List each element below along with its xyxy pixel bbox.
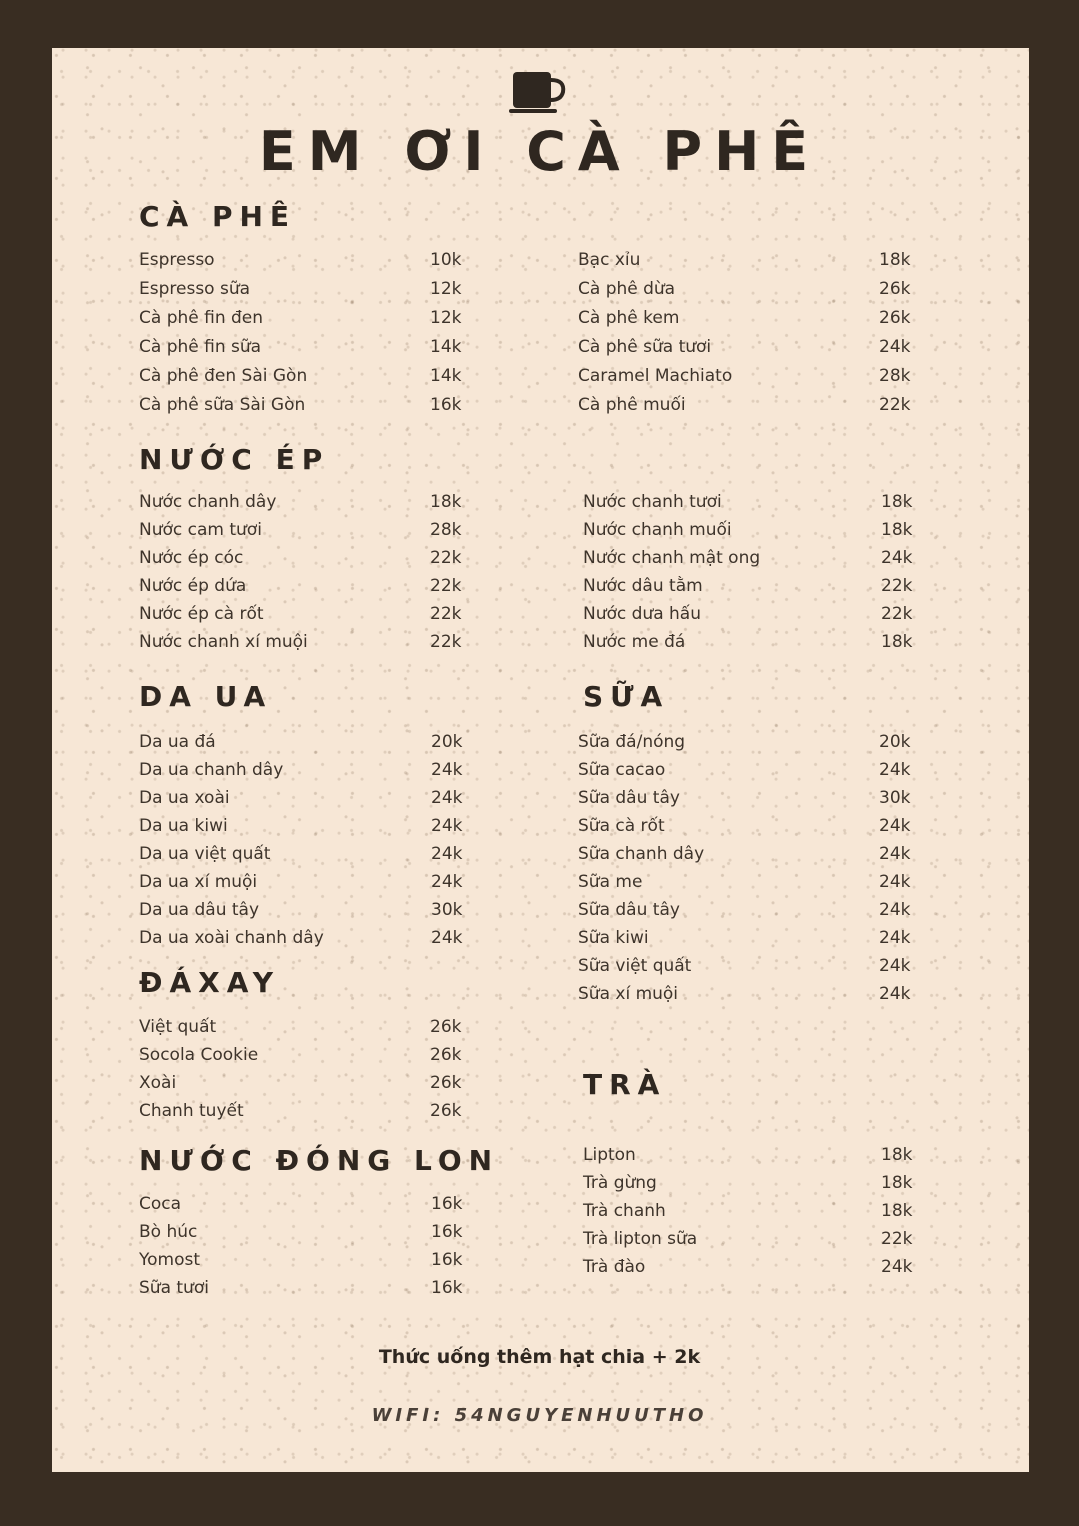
wifi-info: WIFI: 54NGUYENHUUTHO [371,1405,708,1426]
menu-item-price: 18k [881,492,913,512]
menu-item-name: Sữa cacao [578,760,666,780]
menu-item-price: 22k [430,576,462,596]
menu-item-price: 18k [881,632,913,652]
menu-item [139,492,470,514]
menu-item-price: 26k [430,1101,462,1121]
menu-item-price: 16k [431,1250,463,1270]
menu-item [139,788,471,810]
menu-item-price: 30k [879,788,911,808]
menu-item-name: Sữa tươi [139,1278,209,1298]
menu-item-name: Da ua việt quất [139,844,271,864]
coffee-cup-icon [509,68,569,116]
menu-item-name: Xoài [139,1073,177,1093]
menu-item [139,928,471,950]
menu-item-price: 24k [881,1257,913,1277]
menu-item-name: Espresso [139,250,215,270]
menu-item-name: Da ua xoài chanh dây [139,928,324,948]
menu-item [583,604,921,626]
menu-item [139,1278,471,1300]
menu-item [578,788,919,810]
menu-item-name: Da ua xoài [139,788,230,808]
menu-item-name: Cà phê dừa [578,279,676,299]
menu-item-price: 22k [881,1229,913,1249]
menu-item [583,548,921,570]
section-heading-da-xay: ĐÁXAY [139,966,280,999]
section-heading-ca-phe: CÀ PHÊ [139,200,297,233]
menu-item-price: 26k [879,279,911,299]
menu-item [578,956,919,978]
menu-item [578,760,919,782]
menu-item-name: Trà gừng [583,1173,657,1193]
chia-seed-note: Thức uống thêm hạt chia + 2k [378,1346,701,1368]
menu-item-name: Nước dưa hấu [583,604,701,624]
menu-item [578,900,919,922]
menu-item-name: Da ua dâu tây [139,900,260,920]
menu-item [139,520,470,542]
menu-item [139,279,470,301]
menu-item-name: Cà phê sữa Sài Gòn [139,395,306,415]
menu-item [578,250,919,272]
menu-item-price: 16k [431,1222,463,1242]
menu-item [578,844,919,866]
menu-item-name: Chanh tuyết [139,1101,244,1121]
menu-item-price: 16k [430,395,462,415]
menu-item [139,760,471,782]
menu-item-price: 24k [431,816,463,836]
menu-item-price: 22k [881,576,913,596]
menu-item [139,604,470,626]
menu-item [139,1222,471,1244]
menu-item [583,632,921,654]
menu-item-name: Nước cam tươi [139,520,262,540]
menu-item-name: Cà phê kem [578,308,680,328]
menu-item [139,548,470,570]
menu-item-price: 20k [879,732,911,752]
menu-item [583,1145,921,1167]
menu-item-name: Sữa đá/nóng [578,732,686,752]
menu-item-name: Cà phê đen Sài Gòn [139,366,308,386]
menu-item-name: Trà đào [583,1257,646,1277]
menu-item [583,1173,921,1195]
menu-item-price: 24k [879,816,911,836]
menu-item [139,632,470,654]
menu-item-name: Bạc xỉu [578,250,641,270]
menu-item [578,732,919,754]
menu-item [139,1017,470,1039]
menu-item-name: Sữa xí muội [578,984,679,1004]
menu-item-name: Yomost [139,1250,201,1270]
menu-item-price: 14k [430,337,462,357]
menu-item [139,395,470,417]
menu-item [139,366,470,388]
menu-item-price: 26k [430,1073,462,1093]
menu-item-name: Sữa cà rốt [578,816,665,836]
menu-item [578,984,919,1006]
menu-item-price: 24k [879,984,911,1004]
menu-item [139,337,470,359]
menu-item-price: 22k [430,632,462,652]
menu-item-price: 24k [431,788,463,808]
section-heading-tra: TRÀ [583,1068,667,1101]
menu-item [583,1229,921,1251]
menu-item-price: 22k [430,604,462,624]
menu-item-name: Caramel Machiato [578,366,733,386]
menu-item-price: 26k [430,1045,462,1065]
menu-item-name: Nước chanh xí muội [139,632,308,652]
menu-item-name: Cà phê fin sữa [139,337,262,357]
menu-item-name: Da ua chanh dây [139,760,284,780]
menu-item [583,1257,921,1279]
menu-item [139,1101,470,1123]
menu-item [139,900,471,922]
menu-item [139,872,471,894]
menu-item-name: Nước chanh dây [139,492,277,512]
menu-item-price: 24k [431,844,463,864]
menu-item-name: Coca [139,1194,182,1214]
menu-item-price: 24k [431,928,463,948]
menu-item-price: 24k [879,337,911,357]
menu-item-price: 30k [431,900,463,920]
menu-item [139,732,471,754]
menu-item-price: 22k [881,604,913,624]
page-title: EM ƠI CÀ PHÊ [258,120,821,183]
menu-item-name: Nước ép cóc [139,548,244,568]
menu-item [578,337,919,359]
menu-item-price: 16k [431,1278,463,1298]
menu-item-price: 18k [881,1201,913,1221]
menu-item-name: Nước ép dứa [139,576,247,596]
menu-item-price: 20k [431,732,463,752]
menu-item [583,1201,921,1223]
menu-item [578,872,919,894]
menu-item [139,1194,471,1216]
menu-item-name: Sữa me [578,872,643,892]
menu-item [583,520,921,542]
menu-item-price: 18k [881,520,913,540]
menu-item-name: Da ua xí muội [139,872,258,892]
menu-item-name: Bò húc [139,1222,198,1242]
menu-item-price: 12k [430,308,462,328]
menu-item [578,928,919,950]
menu-item [139,308,470,330]
menu-item [578,366,919,388]
menu-item-name: Nước chanh mật ong [583,548,761,568]
menu-item-price: 14k [430,366,462,386]
menu-item [578,308,919,330]
menu-item-price: 28k [430,520,462,540]
menu-item [139,844,471,866]
menu-item [139,576,470,598]
section-heading-sua: SỮA [583,680,670,713]
menu-item-name: Sữa chanh dây [578,844,705,864]
menu-item-price: 22k [430,548,462,568]
menu-item-name: Sữa việt quất [578,956,692,976]
menu-item-price: 24k [431,760,463,780]
menu-item [583,576,921,598]
menu-item [139,816,471,838]
menu-item-price: 10k [430,250,462,270]
menu-item-price: 24k [879,956,911,976]
menu-item-price: 12k [430,279,462,299]
menu-item-price: 18k [879,250,911,270]
menu-item-name: Da ua đá [139,732,216,752]
menu-item [139,1045,470,1067]
menu-item [139,1073,470,1095]
menu-item-name: Sữa dâu tây [578,788,680,808]
menu-item-price: 24k [879,928,911,948]
menu-item-price: 26k [879,308,911,328]
menu-item-name: Việt quất [139,1017,217,1037]
menu-item-name: Socola Cookie [139,1045,259,1065]
menu-item-name: Lipton [583,1145,636,1165]
menu-item-name: Da ua kiwi [139,816,228,836]
menu-item [583,492,921,514]
section-heading-da-ua: DA UA [139,680,273,713]
menu-item-price: 24k [879,844,911,864]
menu-item-name: Cà phê muối [578,395,686,415]
menu-item-name: Cà phê sữa tươi [578,337,712,357]
menu-item-price: 16k [431,1194,463,1214]
menu-item-name: Trà chanh [583,1201,666,1221]
menu-item-name: Cà phê fin đen [139,308,264,328]
menu-item-price: 26k [430,1017,462,1037]
menu-item [578,816,919,838]
menu-item-name: Nước chanh tươi [583,492,722,512]
menu-item [139,250,470,272]
menu-item-name: Sữa kiwi [578,928,649,948]
menu-item [139,1250,471,1272]
menu-item-name: Espresso sữa [139,279,251,299]
menu-item-name: Nước dâu tằm [583,576,703,596]
menu-item-name: Nước ép cà rốt [139,604,264,624]
menu-item-price: 24k [879,900,911,920]
menu-item-name: Trà lipton sữa [583,1229,698,1249]
menu-item-price: 24k [879,872,911,892]
menu-item-price: 24k [879,760,911,780]
menu-item-price: 28k [879,366,911,386]
menu-item-name: Nước chanh muối [583,520,732,540]
menu-item [578,395,919,417]
menu-item-price: 18k [881,1145,913,1165]
menu-item-price: 24k [881,548,913,568]
menu-item [578,279,919,301]
menu-item-price: 18k [881,1173,913,1193]
menu-item-price: 24k [431,872,463,892]
menu-item-price: 18k [430,492,462,512]
menu-item-name: Nước me đá [583,632,686,652]
menu-item-name: Sữa dâu tây [578,900,680,920]
menu-item-price: 22k [879,395,911,415]
section-heading-nuoc-ep: NƯỚC ÉP [139,443,330,476]
section-heading-nuoc-dong-lon: NƯỚC ĐÓNG LON [139,1144,500,1177]
